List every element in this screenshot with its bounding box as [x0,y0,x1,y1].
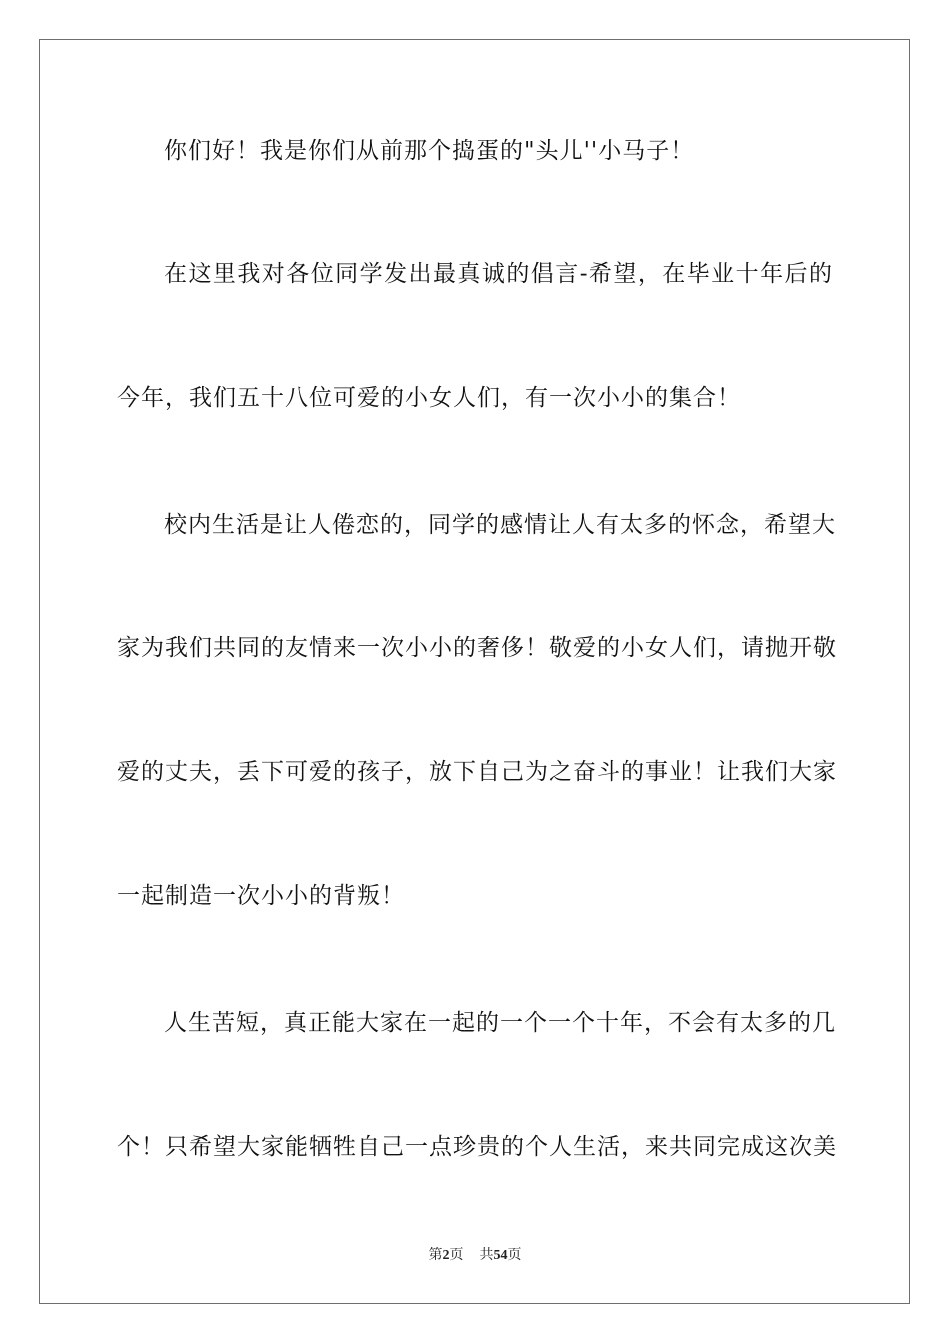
page-suffix: 页 [449,1248,464,1263]
total-pages: 54 [493,1248,508,1263]
text-line-7: 一起制造一次小小的背叛！ [117,883,405,909]
total-prefix: 共 [479,1248,494,1263]
text-line-1: 你们好！我是你们从前那个捣蛋的"头儿''小马子！ [164,138,695,164]
text-line-2: 在这里我对各位同学发出最真诚的倡言-希望，在毕业十年后的 [164,261,833,287]
text-line-8: 人生苦短，真正能大家在一起的一个一个十年，不会有太多的几 [164,1010,836,1036]
page-footer [0,1247,950,1265]
page-number: 2 [442,1248,450,1263]
text-line-3: 今年，我们五十八位可爱的小女人们，有一次小小的集合！ [117,385,741,411]
text-line-9: 个！只希望大家能牺牲自己一点珍贵的个人生活，来共同完成这次美 [117,1134,837,1160]
total-suffix: 页 [507,1248,522,1263]
page-prefix: 第 [428,1248,443,1263]
page-border [39,39,910,1304]
text-line-6: 爱的丈夫，丢下可爱的孩子，放下自己为之奋斗的事业！让我们大家 [117,759,837,785]
text-line-4: 校内生活是让人倦恋的，同学的感情让人有太多的怀念，希望大 [164,512,836,538]
text-line-5: 家为我们共同的友情来一次小小的奢侈！敬爱的小女人们，请抛开敬 [117,635,837,661]
